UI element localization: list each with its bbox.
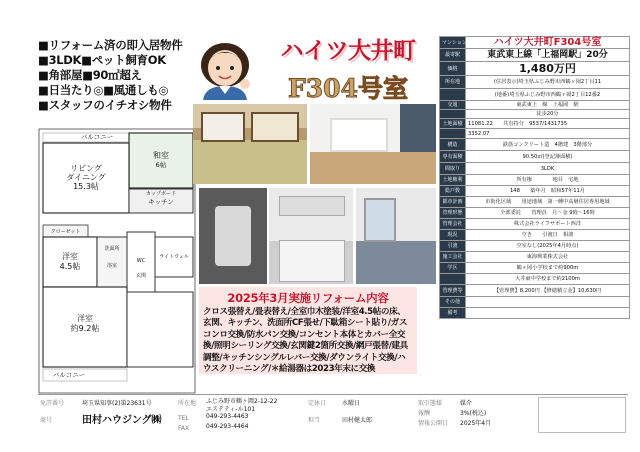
- table-row: [440, 219, 630, 230]
- row-label: 間取り: [440, 163, 466, 175]
- table-row: [440, 37, 630, 49]
- feature-2: ■3LDK■ペット飼育OK: [38, 53, 166, 67]
- row-label: 管理形態: [440, 208, 466, 219]
- row-label: 管理会社: [440, 219, 466, 230]
- table-row: [440, 241, 630, 252]
- row-value: 11081.22 共有持分 9537/1431735: [466, 119, 630, 129]
- row-label: 所在地: [440, 76, 466, 89]
- washitsu-label: 和室: [153, 151, 169, 160]
- photo-kitchen: [269, 188, 353, 284]
- lightwell-label: ライトウェル: [159, 254, 189, 260]
- living-size: 15.3帖: [73, 182, 99, 191]
- row-label: 都市計画: [440, 197, 466, 208]
- balcony-top: バルコニー: [80, 133, 114, 141]
- date-label: 情報公開日: [418, 420, 449, 427]
- row-label: [440, 129, 466, 139]
- license-value: 埼玉県知事(2)第23631号: [82, 400, 152, 407]
- row-value: 空室なし(2025年4月時点): [466, 241, 630, 252]
- row-value: 市街化区域 用途地域 第一種中高層住居専用地域: [466, 197, 630, 208]
- row-value: 148 築年月 昭和57年11月: [466, 186, 630, 197]
- dining-label: ダイニング: [66, 173, 106, 182]
- row-label: 交通: [440, 101, 466, 110]
- row-label: 土地権利: [440, 175, 466, 186]
- person-label: 担当: [308, 417, 321, 424]
- table-row: [440, 274, 630, 285]
- row-value: 鉄筋コンクリート造 4階建 3階部分: [466, 139, 630, 151]
- fax-label: FAX: [178, 425, 190, 432]
- row-value: 3LDK: [466, 163, 630, 175]
- table-row: [440, 197, 630, 208]
- spec-table: [439, 36, 630, 319]
- row-value: 全部委託 管理員 月～金 9時～16時: [466, 208, 630, 219]
- table-row: [440, 110, 630, 119]
- holiday-label: 定休日: [308, 400, 327, 407]
- row-label: 現況: [440, 230, 466, 241]
- table-row: [440, 230, 630, 241]
- table-row: [440, 119, 630, 129]
- washroom-label: 洗面所: [104, 246, 120, 252]
- table-row: [440, 129, 630, 139]
- person-value: 田村健太郎: [342, 417, 373, 424]
- table-row: [440, 285, 630, 297]
- wc-label: WC: [136, 258, 146, 264]
- row-value: 株式会社ライフサポート西洋: [466, 219, 630, 230]
- table-row: [440, 163, 630, 175]
- row-label: 備考: [440, 308, 466, 319]
- bath-label: 浴室: [106, 263, 117, 269]
- row-label: 総戸数: [440, 186, 466, 197]
- fee-value: 3%(税込): [460, 410, 487, 417]
- date-value: 2025年4月: [460, 420, 492, 427]
- row-label: [440, 110, 466, 119]
- row-label: 引渡: [440, 241, 466, 252]
- row-value: 所有権 地目 宅地: [466, 175, 630, 186]
- row-label: 最寄駅: [440, 49, 466, 62]
- row-value: [466, 297, 630, 308]
- row-value: (住居表示)埼玉県ふじみ野市西鶴ヶ岡2丁目11: [466, 76, 630, 89]
- row-label: 専有面積: [440, 151, 466, 163]
- renovation-body: クロス張替え/畳表替え/全室巾木塗装/洋室4.5帖の床、玄関、キッチン、洗面所CF張せ/下駄箱シート貼り/ガスコンロ交換/防水パン交換/コンセント本体とカバー全交換/照明シーリング交換/玄関鍵2箇所交換/網戸張替/建具調整/キッチンシングルレバー交換/ダウンライト交換/ハウスクリーニング/＊給湯器は2023年末に交換: [203, 307, 408, 375]
- washitsu-size: 6帖: [155, 161, 167, 169]
- feature-5: ■スタッフのイチオシ物件: [38, 98, 172, 112]
- station-value: 東武東上線「上福岡駅」20分: [466, 49, 630, 62]
- kitchen-label: キッチン: [148, 198, 174, 206]
- fee-label: 報酬: [418, 410, 431, 417]
- feature-3: ■角部屋■90㎡超え: [38, 68, 142, 82]
- living-label: リビング: [70, 164, 102, 173]
- row-value: 空き 引渡日 相談: [466, 230, 630, 241]
- row-label: 土地面積: [440, 119, 466, 129]
- table-row: [440, 308, 630, 319]
- stamp-box: [538, 397, 626, 433]
- row-label: その他: [440, 297, 466, 308]
- tel-label: TEL: [178, 415, 189, 422]
- photo-living: [310, 104, 436, 184]
- tel-value: 049-293-4463: [206, 413, 249, 420]
- logo-name: ハイツ大井町: [280, 37, 416, 64]
- footer: [38, 394, 628, 435]
- table-row: [440, 139, 630, 151]
- balcony-bottom: バルコニー: [52, 371, 86, 379]
- photo-room: [356, 188, 436, 284]
- table-row: [440, 263, 630, 274]
- table-row: [440, 49, 630, 62]
- row-label: 学区: [440, 263, 466, 274]
- table-row: [440, 76, 630, 89]
- price-value: 1,480万円: [466, 62, 630, 76]
- renovation-title: 2025年3月実施リフォーム内容: [227, 291, 389, 305]
- row-label: 管理費等: [440, 285, 466, 297]
- table-row: [440, 151, 630, 163]
- table-row: [440, 297, 630, 308]
- address-label: 所在地: [178, 400, 197, 407]
- row-value: 【管理費】8,200円 【修繕積立金】10,630円: [466, 285, 630, 297]
- fax-value: 049-293-4464: [206, 423, 249, 430]
- property-logo: [260, 32, 436, 102]
- address-value: ふじみ野市鶴ヶ岡2-12-22: [206, 398, 278, 405]
- row-value: 東武東上 線 上福岡 駅: [466, 101, 630, 110]
- table-row: [440, 62, 630, 76]
- row-label: マンション名: [440, 37, 466, 49]
- row-value: 大井東中学校まで約2100m: [466, 274, 630, 285]
- deal-label: 取引態様: [418, 400, 443, 407]
- company-value: 田村ハウジング㈱: [82, 415, 162, 426]
- row-value: 3352.07: [466, 129, 630, 139]
- photo-washitsu: [193, 104, 307, 184]
- renovation-box: [199, 287, 417, 374]
- table-row: [440, 208, 630, 219]
- row-label: [440, 89, 466, 101]
- photo-bathroom: [199, 188, 267, 284]
- genkan-label: 玄関: [135, 273, 146, 279]
- logo-room: F304号室: [288, 74, 408, 103]
- yoshitsu2-size: 約9.2帖: [70, 324, 100, 333]
- row-value: (地番)埼玉県ふじみ野市西鶴ヶ岡2丁目12番2: [466, 89, 630, 101]
- row-value: [466, 308, 630, 319]
- row-label: 価格: [440, 62, 466, 76]
- staff-mascot: [195, 38, 255, 100]
- table-row: [440, 186, 630, 197]
- feature-list: [38, 38, 198, 113]
- row-label: [440, 274, 466, 285]
- counter-label: カップボード: [146, 191, 176, 197]
- table-row: [440, 175, 630, 186]
- row-label: 施工会社: [440, 252, 466, 263]
- row-value: 鶴ヶ岡小学校まで約900m: [466, 263, 630, 274]
- floor-plan: [37, 127, 197, 395]
- table-row: [440, 101, 630, 110]
- holiday-value: 水曜日: [342, 400, 361, 407]
- company-label: 商号: [40, 417, 53, 424]
- yoshitsu1-size: 4.5帖: [59, 262, 81, 271]
- row-value: 徒歩20分: [466, 110, 630, 119]
- feature-4: ■日当たり◎■風通しも◎: [38, 83, 169, 97]
- property-name: ハイツ大井町F304号室: [466, 37, 630, 49]
- row-label: 構造: [440, 139, 466, 151]
- building-value: エステティ-ル101: [206, 406, 256, 413]
- table-row: [440, 252, 630, 263]
- yoshitsu2-label: 洋室: [77, 314, 93, 323]
- license-label: 免許番号: [40, 400, 65, 407]
- yoshitsu1-label: 洋室: [62, 252, 78, 261]
- row-value: 90.50㎡(登記簿面積): [466, 151, 630, 163]
- closet-label: クローゼット: [50, 229, 81, 235]
- deal-value: 媒介: [460, 400, 473, 407]
- row-value: 東海興業株式会社: [466, 252, 630, 263]
- feature-1: ■リフォーム済の即入居物件: [38, 38, 183, 52]
- table-row: [440, 89, 630, 101]
